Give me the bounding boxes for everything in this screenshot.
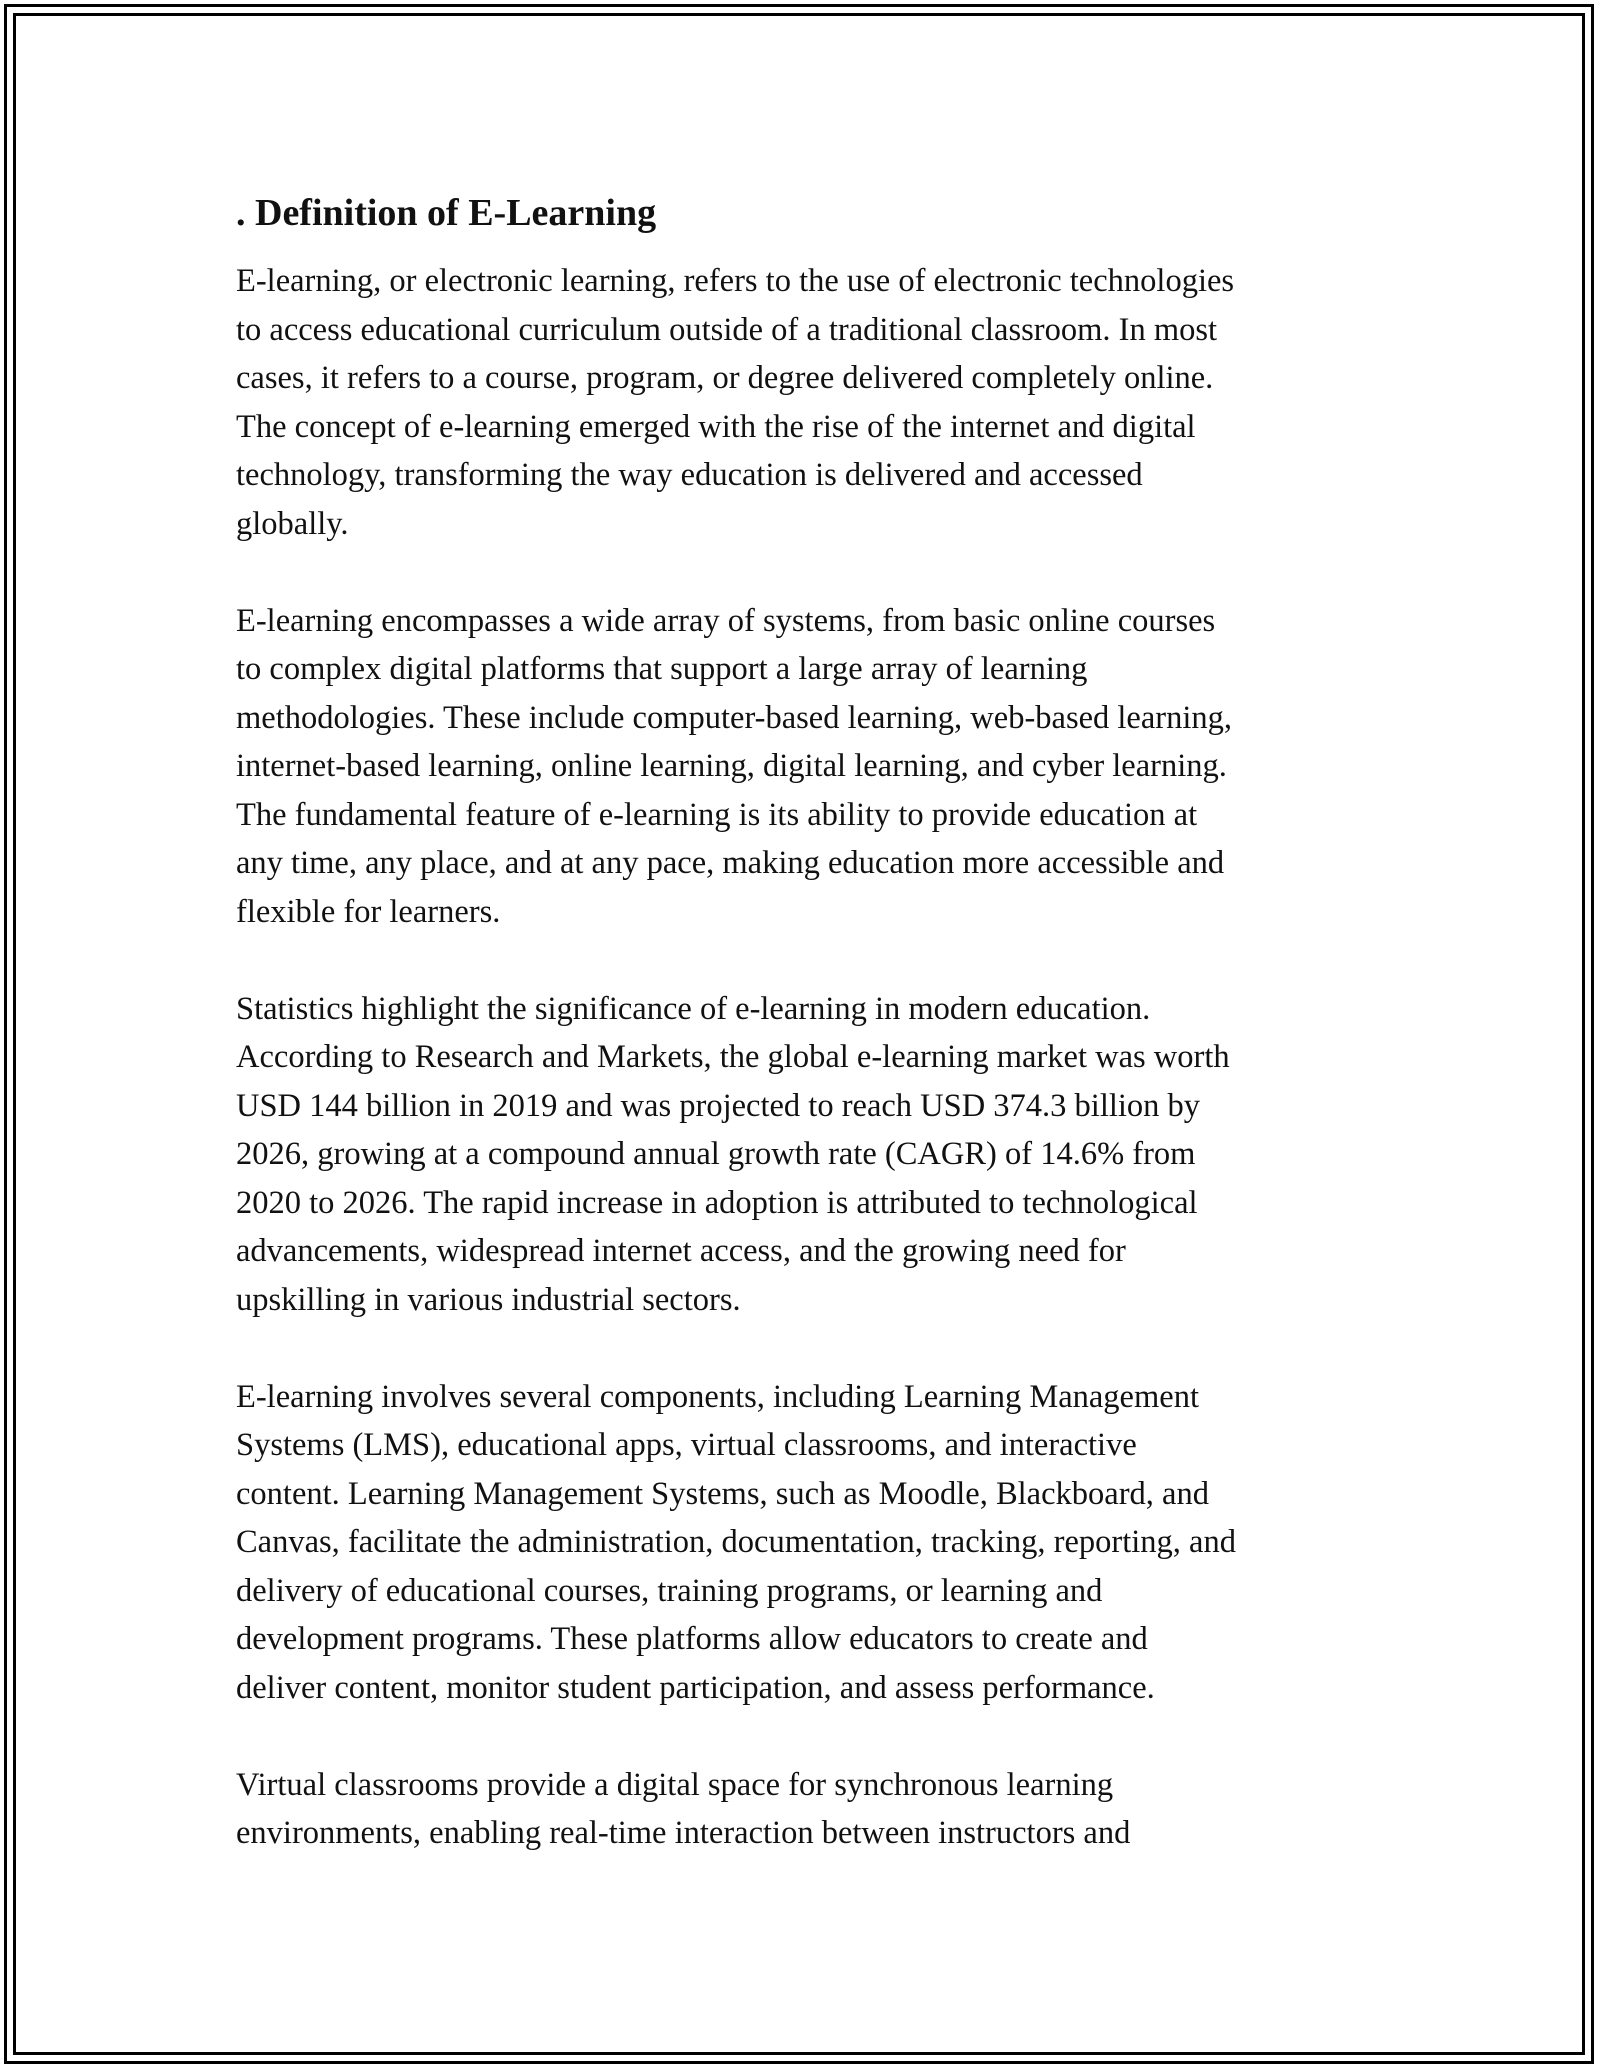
paragraph-line: The concept of e-learning emerged with the rise of the internet and digital	[236, 408, 1196, 445]
paragraph-line: environments, enabling real-time interaction between instructors and	[236, 1815, 1131, 1851]
paragraph-line: Canvas, facilitate the administration, documentation, tracking, reporting, and	[236, 1524, 1236, 1560]
paragraph	[236, 257, 1386, 548]
paragraph-line: deliver content, monitor student participation, and assess performance.	[236, 1669, 1155, 1706]
paragraph-line: E-learning involves several components, including Learning Management	[236, 1378, 1199, 1415]
paragraph-line: cases, it refers to a course, program, or degree delivered completely online.	[236, 360, 1214, 396]
paragraph-line: to complex digital platforms that support a large array of learning	[236, 651, 1088, 687]
paragraph-line: 2026, growing at a compound annual growth rate (CAGR) of 14.6% from	[236, 1136, 1196, 1172]
paragraph	[236, 985, 1386, 1325]
paragraph-line: The fundamental feature of e-learning is its ability to provide education at	[236, 796, 1198, 833]
paragraph-line: any time, any place, and at any pace, making education more accessible and	[236, 845, 1225, 881]
paragraph-line: flexible for learners.	[236, 893, 501, 930]
paragraph-line: E-learning encompasses a wide array of systems, from basic online courses	[236, 602, 1216, 639]
section-heading: . Definition of E-Learning	[236, 192, 657, 234]
document-body	[236, 185, 1386, 1906]
paragraph-line: Systems (LMS), educational apps, virtual classrooms, and interactive	[236, 1427, 1137, 1463]
paragraph-line: to access educational curriculum outside of a traditional classroom. In most	[236, 311, 1218, 348]
paragraph	[236, 1761, 1386, 1858]
paragraph-line: development programs. These platforms allow educators to create and	[236, 1621, 1148, 1657]
paragraphs-container	[236, 257, 1386, 1858]
paragraph-line: Virtual classrooms provide a digital space for synchronous learning	[236, 1766, 1114, 1803]
paragraph-line: According to Research and Markets, the global e-learning market was worth	[236, 1039, 1230, 1075]
paragraph	[236, 597, 1386, 937]
paragraph-line: USD 144 billion in 2019 and was projected to reach USD 374.3 billion by	[236, 1087, 1201, 1124]
paragraph-line: E-learning, or electronic learning, refers to the use of electronic technologies	[236, 263, 1235, 299]
paragraph-line: Statistics highlight the significance of e-learning in modern education.	[236, 990, 1151, 1027]
paragraph-line: delivery of educational courses, training programs, or learning and	[236, 1572, 1103, 1609]
paragraph-line: methodologies. These include computer-based learning, web-based learning,	[236, 699, 1232, 736]
paragraph-line: content. Learning Management Systems, such as Moodle, Blackboard, and	[236, 1475, 1209, 1512]
paragraph-line: internet-based learning, online learning, digital learning, and cyber learning.	[236, 748, 1227, 784]
paragraph-line: upskilling in various industrial sectors.	[236, 1281, 741, 1318]
paragraph-line: 2020 to 2026. The rapid increase in adoption is attributed to technological	[236, 1184, 1198, 1221]
paragraph	[236, 1373, 1386, 1713]
paragraph-line: technology, transforming the way education is delivered and accessed	[236, 457, 1143, 493]
paragraph-line: globally.	[236, 505, 349, 542]
paragraph-line: advancements, widespread internet access, and the growing need for	[236, 1233, 1126, 1269]
